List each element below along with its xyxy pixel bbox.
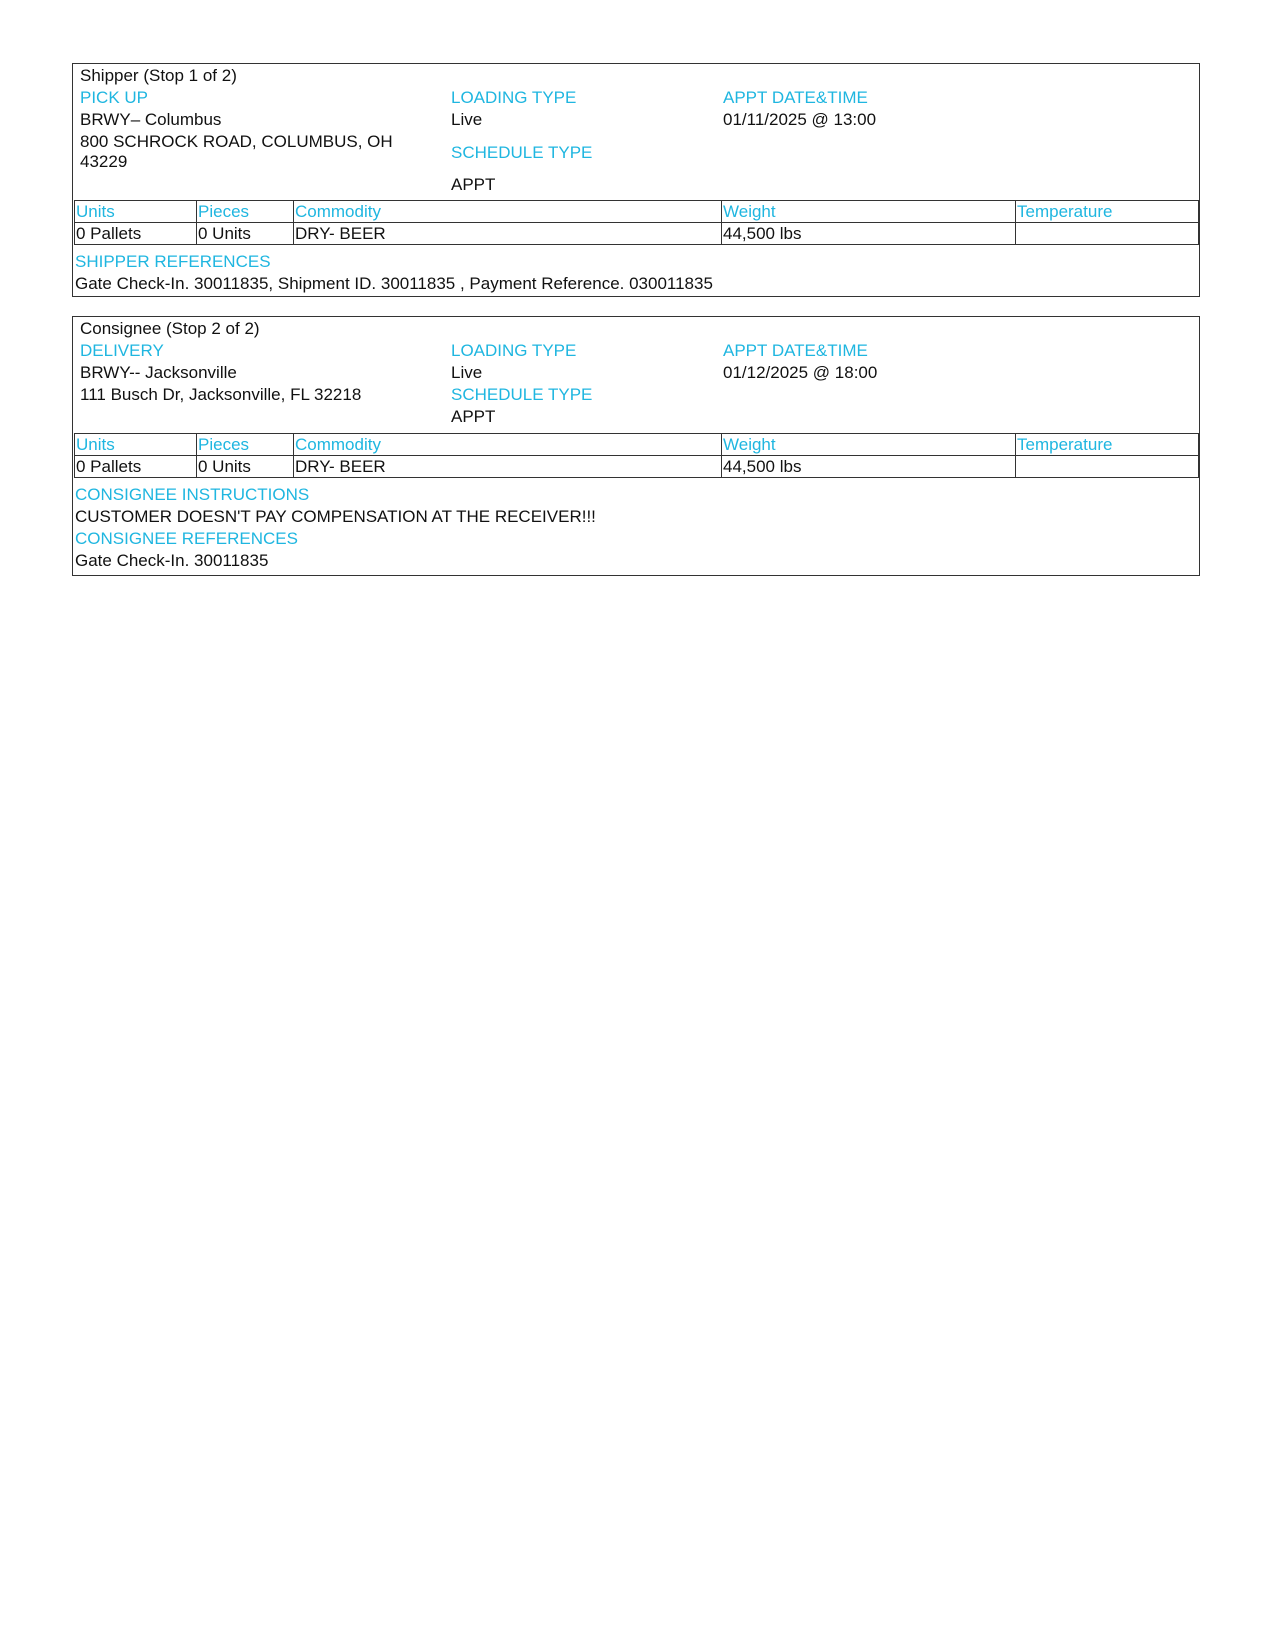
- consignee-instructions-label: CONSIGNEE INSTRUCTIONS: [75, 485, 310, 504]
- location-name: BRWY– Columbus: [80, 110, 222, 129]
- temperature-cell: [1016, 456, 1199, 478]
- table-row: [75, 223, 1199, 245]
- units-cell: 0 Pallets: [75, 223, 197, 245]
- units-cell: 0 Pallets: [75, 456, 197, 478]
- commodity-cell: DRY- BEER: [294, 223, 722, 245]
- pieces-cell: 0 Units: [197, 456, 294, 478]
- delivery-label: DELIVERY: [80, 341, 164, 360]
- appt-datetime-label: APPT DATE&TIME: [723, 88, 868, 107]
- weight-header: Weight: [722, 201, 1016, 223]
- commodity-header: Commodity: [294, 201, 722, 223]
- schedule-type-label: SCHEDULE TYPE: [451, 385, 593, 404]
- freight-table: [74, 200, 1199, 245]
- weight-cell: 44,500 lbs: [722, 456, 1016, 478]
- schedule-type-label: SCHEDULE TYPE: [451, 143, 593, 162]
- pieces-cell: 0 Units: [197, 223, 294, 245]
- pieces-header: Pieces: [197, 434, 294, 456]
- commodity-cell: DRY- BEER: [294, 456, 722, 478]
- schedule-type-value: APPT: [451, 407, 496, 426]
- temperature-header: Temperature: [1016, 434, 1199, 456]
- freight-table-header-row: [75, 201, 1199, 223]
- pickup-label: PICK UP: [80, 88, 149, 107]
- consignee-references-label: CONSIGNEE REFERENCES: [75, 529, 298, 548]
- freight-table-header-row: [75, 434, 1199, 456]
- consignee-stop-section: [72, 316, 1200, 576]
- shipper-references-value: Gate Check-In. 30011835, Shipment ID. 30011835 , Payment Reference. 030011835: [75, 274, 713, 293]
- appt-datetime-value: 01/12/2025 @ 18:00: [723, 363, 878, 382]
- weight-header: Weight: [722, 434, 1016, 456]
- location-address: 800 SCHROCK ROAD, COLUMBUS, OH 43229: [80, 132, 393, 171]
- shipper-references-label: SHIPPER REFERENCES: [75, 252, 271, 271]
- consignee-references-value: Gate Check-In. 30011835: [75, 551, 269, 570]
- pieces-header: Pieces: [197, 201, 294, 223]
- loading-type-value: Live: [451, 363, 483, 382]
- appt-datetime-value: 01/11/2025 @ 13:00: [723, 110, 877, 129]
- table-row: [75, 456, 1199, 478]
- location-address: 111 Busch Dr, Jacksonville, FL 32218: [80, 385, 362, 404]
- consignee-instructions-value: CUSTOMER DOESN'T PAY COMPENSATION AT THE RECEIVER!!!: [75, 507, 596, 526]
- stop-header: Consignee (Stop 2 of 2): [80, 319, 260, 338]
- temperature-header: Temperature: [1016, 201, 1199, 223]
- loading-type-label: LOADING TYPE: [451, 341, 577, 360]
- location-name: BRWY-- Jacksonville: [80, 363, 237, 382]
- weight-cell: 44,500 lbs: [722, 223, 1016, 245]
- freight-table: [74, 433, 1199, 478]
- loading-type-label: LOADING TYPE: [451, 88, 577, 107]
- commodity-header: Commodity: [294, 434, 722, 456]
- stop-header: Shipper (Stop 1 of 2): [80, 66, 237, 85]
- appt-datetime-label: APPT DATE&TIME: [723, 341, 868, 360]
- units-header: Units: [75, 201, 197, 223]
- shipper-stop-section: [72, 63, 1200, 297]
- schedule-type-value: APPT: [451, 175, 496, 194]
- units-header: Units: [75, 434, 197, 456]
- temperature-cell: [1016, 223, 1199, 245]
- loading-type-value: Live: [451, 110, 483, 129]
